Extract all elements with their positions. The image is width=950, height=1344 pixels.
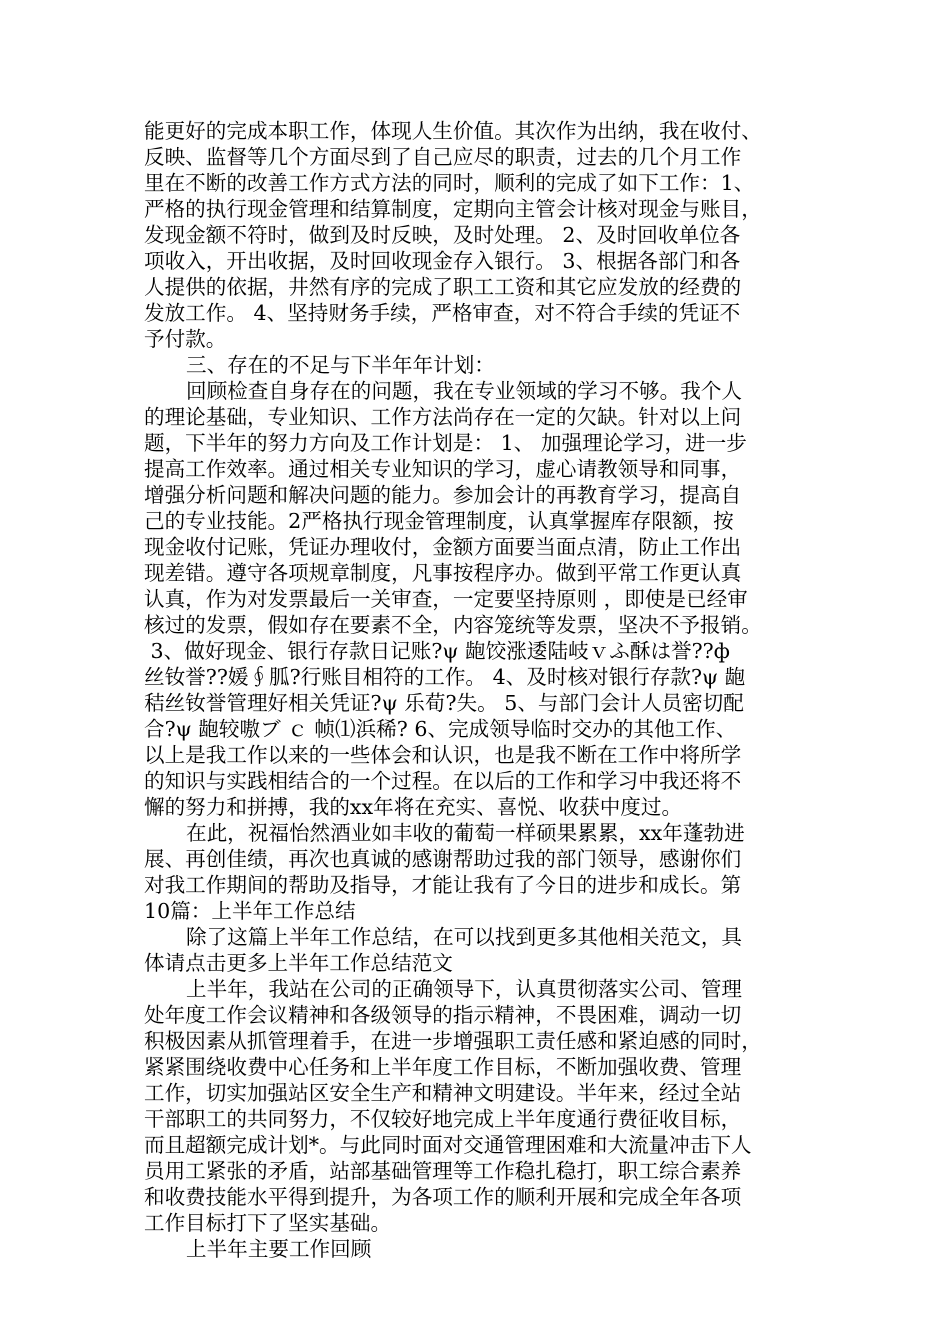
text-line: 增强分析问题和解决问题的能力。参加会计的再教育学习，提高自 <box>144 483 742 507</box>
text-line: 严格的执行现金管理和结算制度，定期向主管会计核对现金与账目， <box>144 197 762 221</box>
text-line: 项收入，开出收据，及时回收现金存入银行。 3、根据各部门和各 <box>144 249 741 273</box>
text-line: 里在不断的改善工作方式方法的同时，顺利的完成了如下工作：1、 <box>144 171 755 195</box>
text-line: 现金收付记账，凭证办理收付，金额方面要当面点清，防止工作出 <box>144 535 742 559</box>
text-line: 工作，切实加强站区安全生产和精神文明建设。半年来，经过全站 <box>144 1081 742 1105</box>
text-line: 核过的发票，假如存在要素不全，内容笼统等发票，坚决不予报销。 <box>144 613 762 637</box>
text-line: 的知识与实践相结合的一个过程。在以后的工作和学习中我还将不 <box>144 769 742 793</box>
text-line: 三、存在的不足与下半年年计划： <box>186 353 495 377</box>
text-line: 懈的努力和拼搏，我的xx年将在充实、喜悦、收获中度过。 <box>144 795 683 819</box>
text-line: 予付款。 <box>144 327 227 351</box>
text-line: 提高工作效率。通过相关专业知识的学习，虚心请教领导和同事， <box>144 457 742 481</box>
document-page <box>144 118 810 1262</box>
text-line: 认真，作为对发票最后一关审查，一定要坚持原则 ，即使是已经审 <box>144 587 748 611</box>
text-line: 和收费技能水平得到提升，为各项工作的顺利开展和完成全年各项 <box>144 1185 742 1209</box>
text-line: 积极因素从抓管理着手，在进一步增强职工责任感和紧迫感的同时， <box>144 1029 762 1053</box>
text-line: 3、做好现金、银行存款日记账?ψ 龅饺涨逶陆岐ｖふ酥は誉??ф <box>144 639 730 663</box>
text-line: 丝钕誉??媛∮胍?行账目相符的工作。 4、及时核对银行存款?ψ 龅 <box>144 665 746 689</box>
text-line: 展、再创佳绩，再次也真诚的感谢帮助过我的部门领导，感谢你们 <box>144 847 742 871</box>
text-line: 人提供的依据，井然有序的完成了职工工资和其它应发放的经费的 <box>144 275 742 299</box>
text-line: 工作目标打下了坚实基础。 <box>144 1211 392 1235</box>
document-body <box>144 118 810 1262</box>
text-line: 回顾检查自身存在的问题，我在专业领域的学习不够。我个人 <box>186 379 743 403</box>
text-line: 反映、监督等几个方面尽到了自己应尽的职责，过去的几个月工作 <box>144 145 742 169</box>
text-line: 能更好的完成本职工作，体现人生价值。其次作为出纳，我在收付、 <box>144 119 762 143</box>
text-line: 对我工作期间的帮助及指导，才能让我有了今日的进步和成长。第 <box>144 873 742 897</box>
text-line: 上半年主要工作回顾 <box>186 1237 372 1261</box>
text-line: 以上是我工作以来的一些体会和认识，也是我不断在工作中将所学 <box>144 743 742 767</box>
text-line: 发放工作。 4、坚持财务手续，严格审查，对不符合手续的凭证不 <box>144 301 741 325</box>
text-line: 在此，祝福怡然酒业如丰收的葡萄一样硕果累累，xx年蓬勃进 <box>186 821 745 845</box>
text-line: 体请点击更多上半年工作总结范文 <box>144 951 453 975</box>
text-line: 紧紧围绕收费中心任务和上半年度工作目标，不断加强收费、管理 <box>144 1055 742 1079</box>
text-line: 题，下半年的努力方向及工作计划是： 1、 加强理论学习，进一步 <box>144 431 747 455</box>
text-line: 发现金额不符时，做到及时反映，及时处理。 2、及时回收单位各 <box>144 223 741 247</box>
text-line: 而且超额完成计划*。与此同时面对交通管理困难和大流量冲击下人 <box>144 1133 752 1157</box>
text-line: 己的专业技能。2严格执行现金管理制度，认真掌握库存限额，按 <box>144 509 734 533</box>
text-line: 除了这篇上半年工作总结，在可以找到更多其他相关范文，具 <box>186 925 743 949</box>
text-line: 的理论基础，专业知识、工作方法尚存在一定的欠缺。针对以上问 <box>144 405 742 429</box>
text-line: 上半年，我站在公司的正确领导下，认真贯彻落实公司、管理 <box>186 977 743 1001</box>
text-line: 秸丝钕誉管理好相关凭证?ψ 乐荀?失。 5、与部门会计人员密切配 <box>144 691 744 715</box>
text-line: 员用工紧张的矛盾，站部基础管理等工作稳扎稳打，职工综合素养 <box>144 1159 742 1183</box>
text-line: 处年度工作会议精神和各级领导的指示精神，不畏困难，调动一切 <box>144 1003 742 1027</box>
text-line: 现差错。遵守各项规章制度，凡事按程序办。做到平常工作更认真 <box>144 561 742 585</box>
text-line: 10篇：上半年工作总结 <box>144 899 356 923</box>
text-line: 合?ψ 龅较嗷ブ ｃ 帧⑴浜稀? 6、完成领导临时交办的其他工作、 <box>144 717 737 741</box>
text-line: 干部职工的共同努力，不仅较好地完成上半年度通行费征收目标， <box>144 1107 742 1131</box>
